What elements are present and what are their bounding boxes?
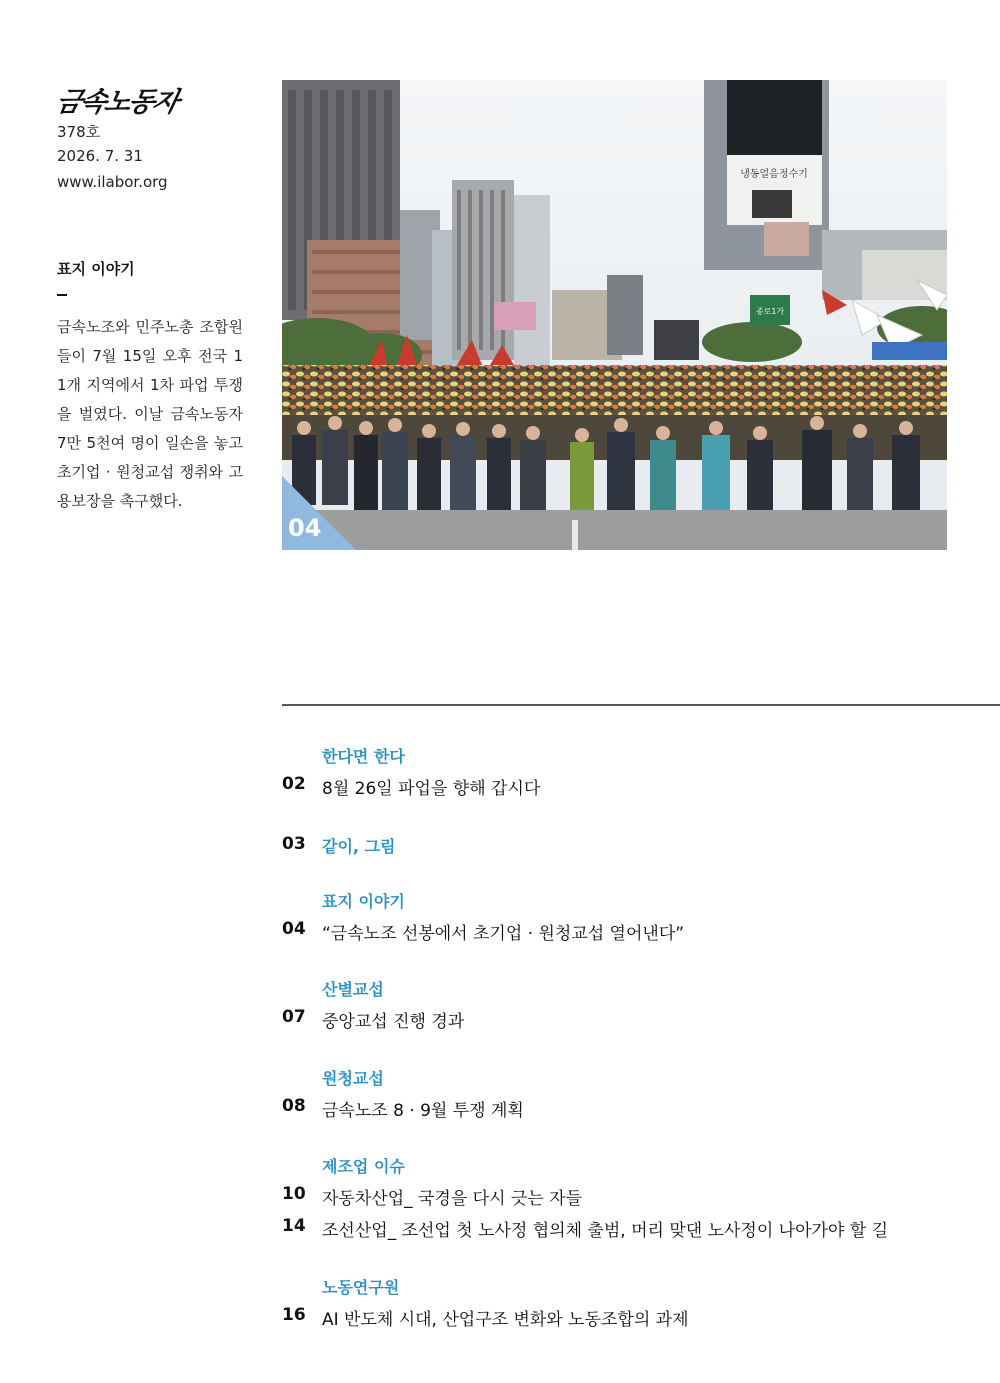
road-sign-text: 종로1가 — [755, 307, 785, 316]
toc-entry-title[interactable]: “금속노조 선봉에서 초기업 · 원청교섭 열어낸다” — [322, 924, 685, 944]
cover-photo-illustration — [282, 80, 947, 550]
issue-number: 378호 — [57, 123, 101, 141]
toc-page-number: 02 — [282, 774, 306, 794]
toc-page-number: 07 — [282, 1007, 306, 1027]
toc-section-label: 제조업 이슈 — [322, 1157, 405, 1176]
toc-section-label: 산별교섭 — [322, 980, 384, 999]
toc-entry-title[interactable]: 조선산업_ 조선업 첫 노사정 협의체 출범, 머리 맞댄 노사정이 나아가야 할 길 — [322, 1221, 889, 1241]
toc-section-label: 한다면 한다 — [322, 747, 405, 766]
magazine-logo: 금속노동자 — [53, 87, 181, 118]
cover-page-label: 04 — [288, 514, 322, 542]
toc-page-number: 16 — [282, 1305, 306, 1325]
toc-page-number: 08 — [282, 1096, 306, 1116]
toc-entry-title[interactable]: 금속노조 8 · 9월 투쟁 계획 — [322, 1101, 524, 1121]
issue-date: 2026. 7. 31 — [57, 147, 143, 165]
toc-entry-title[interactable]: 8월 26일 파업을 향해 갑시다 — [322, 779, 541, 799]
toc-entry-title[interactable]: 자동차산업_ 국경을 다시 긋는 자들 — [322, 1189, 583, 1209]
toc-section-label: 표지 이야기 — [322, 892, 405, 911]
toc-page-number: 10 — [282, 1184, 306, 1204]
toc-page-number: 03 — [282, 834, 306, 854]
toc-page-number: 04 — [282, 919, 306, 939]
cover-photo[interactable] — [282, 80, 947, 550]
website-link[interactable]: www.ilabor.org — [57, 173, 168, 191]
cover-story-heading: 표지 이야기 — [57, 260, 135, 278]
toc-page-number: 14 — [282, 1216, 306, 1236]
toc-entry-title[interactable]: 중앙교섭 진행 경과 — [322, 1012, 465, 1032]
billboard-text: 냉동얼음정수기 — [740, 169, 808, 180]
toc-divider — [282, 704, 1000, 706]
cover-story-body: 금속노조와 민주노총 조합원들이 7월 15일 오후 전국 11개 지역에서 1차 파업 투쟁을 벌였다. 이날 금속노동자 7만 5천여 명이 일손을 놓고 초기업 · 원청교섭 쟁취와 고용보장을 촉구했다. — [57, 318, 243, 510]
toc-entry-title[interactable]: AI 반도체 시대, 산업구조 변화와 노동조합의 과제 — [322, 1310, 689, 1330]
toc-entry-title[interactable]: 같이, 그림 — [322, 837, 396, 856]
heading-dash — [57, 294, 67, 296]
toc-section-label: 원청교섭 — [322, 1069, 384, 1088]
toc-section-label: 노동연구원 — [322, 1278, 400, 1297]
